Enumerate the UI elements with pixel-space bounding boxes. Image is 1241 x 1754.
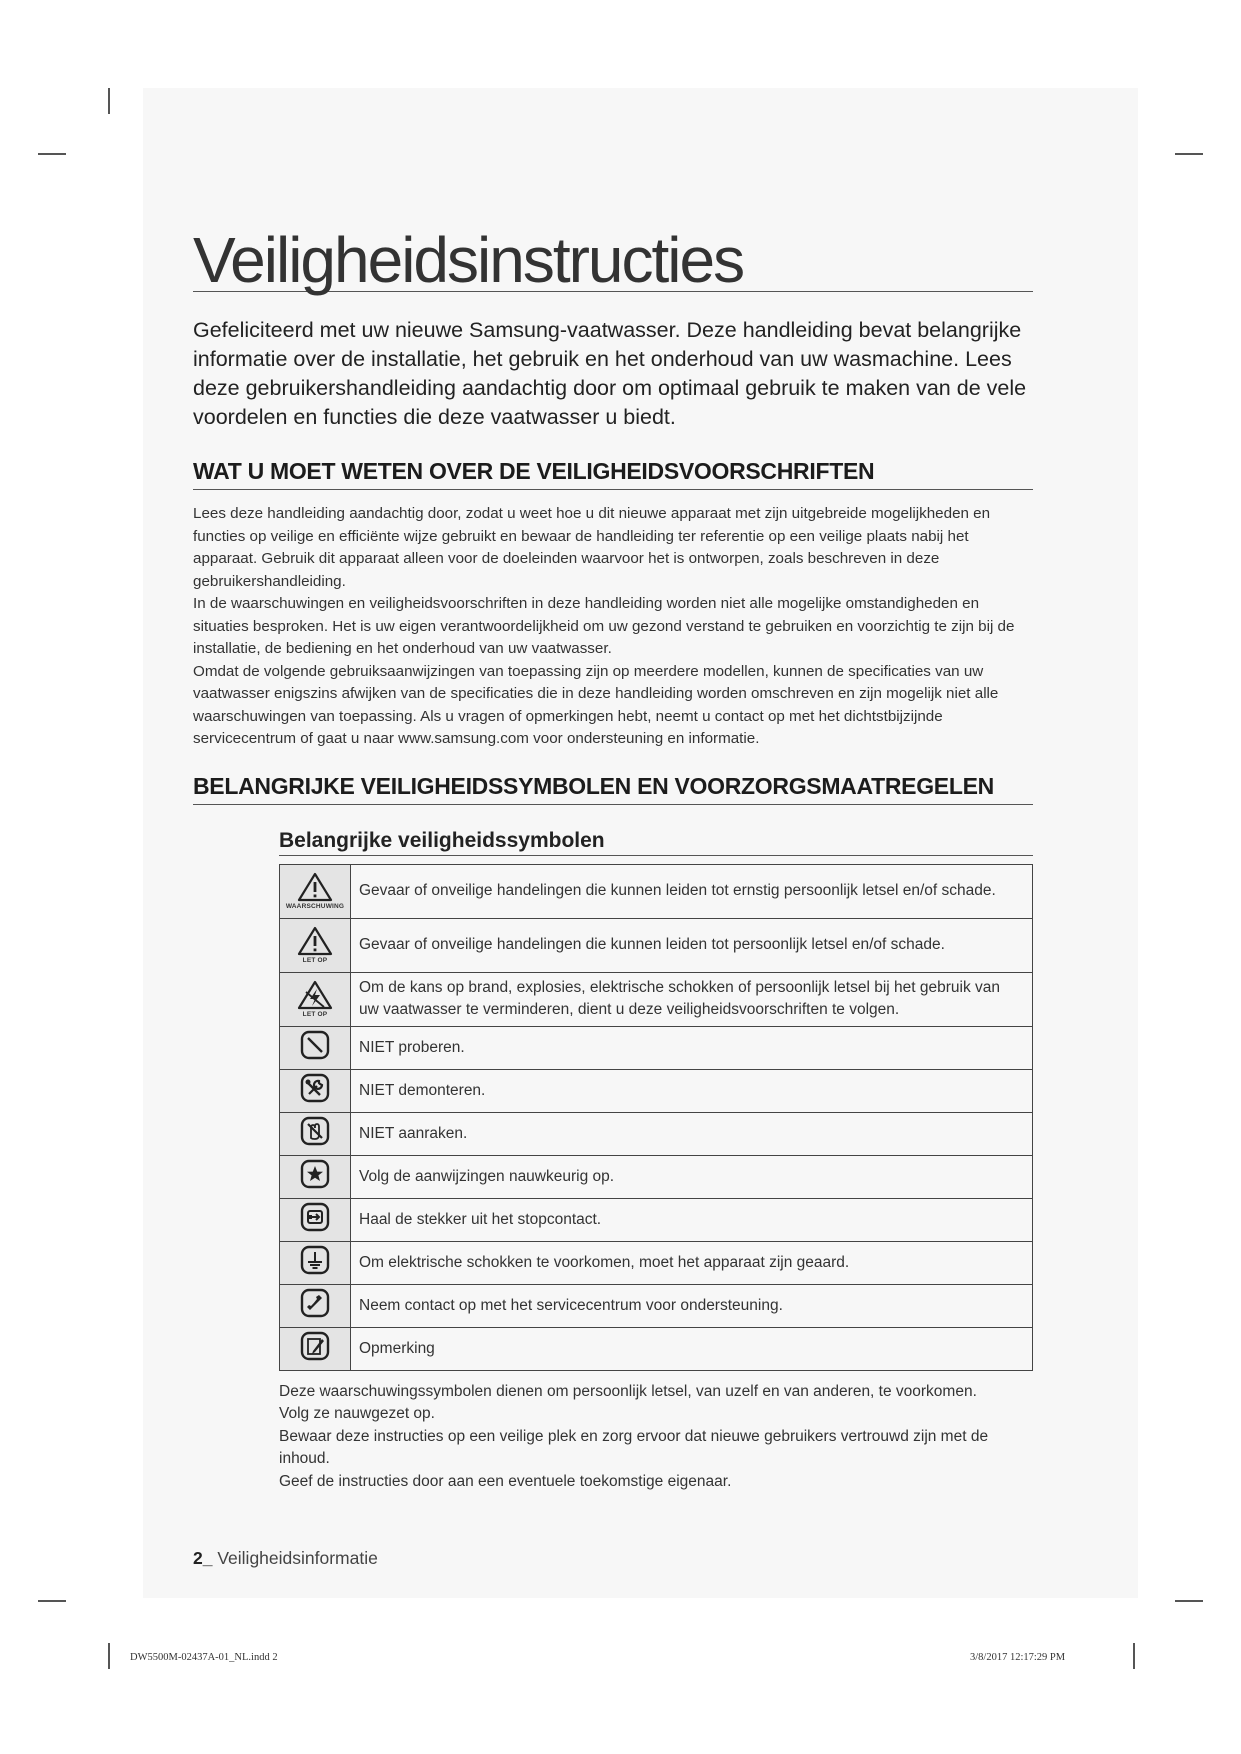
icon-cell bbox=[280, 1069, 351, 1112]
intro-paragraph: Gefeliciteerd met uw nieuwe Samsung-vaatwasser. Deze handleiding bevat belangrijke informatie over de installatie, het gebruik en het onderhoud van uw wasmachine. Lees deze gebruikershandleiding aandachtig door om optimaal gebruik te maken van de vele voordelen en functies die deze vaatwasser u biedt. bbox=[193, 318, 1027, 429]
icon-cell bbox=[280, 1026, 351, 1069]
symbol-description: NIET demonteren. bbox=[351, 1069, 1033, 1112]
table-row bbox=[280, 918, 1033, 972]
symbol-description: NIET aanraken. bbox=[351, 1112, 1033, 1155]
section-heading-symbols: BELANGRIJKE VEILIGHEIDSSYMBOLEN EN VOORZORGSMAATREGELEN bbox=[193, 773, 1033, 805]
symbol-description: Gevaar of onveilige handelingen die kunnen leiden tot ernstig persoonlijk letsel en/of schade. bbox=[351, 864, 1033, 918]
crop-mark bbox=[1175, 153, 1203, 155]
table-row bbox=[280, 1112, 1033, 1155]
body-paragraph: In de waarschuwingen en veiligheidsvoorschriften in deze handleiding worden niet alle mogelijke omstandigheden en situaties besproken. Het is uw eigen verantwoordelijkheid om uw gezond verstand te gebruiken en voorzichtig te zijn bij de installatie, de bediening en het onderhoud van uw vaatwasser. bbox=[193, 595, 1015, 657]
crop-mark bbox=[1133, 1643, 1135, 1669]
footnote-line: Geef de instructies door aan een eventuele toekomstige eigenaar. bbox=[279, 1472, 732, 1490]
no-disassembly-icon bbox=[300, 1073, 330, 1103]
table-row bbox=[280, 864, 1033, 918]
table-row bbox=[280, 1069, 1033, 1112]
icon-cell bbox=[280, 1327, 351, 1370]
icon-cell bbox=[280, 1198, 351, 1241]
icon-cell bbox=[280, 1284, 351, 1327]
icon-label: LET OP bbox=[302, 957, 328, 964]
table-row bbox=[280, 1155, 1033, 1198]
symbol-description: Om de kans op brand, explosies, elektrische schokken of persoonlijk letsel bij het gebruik van uw vaatwasser te verminderen, dient u deze veiligheidsvoorschriften te volgen. bbox=[351, 972, 1033, 1026]
crop-mark bbox=[38, 1600, 66, 1602]
crop-mark bbox=[38, 153, 66, 155]
prohibited-icon bbox=[300, 1030, 330, 1060]
note-pencil-icon bbox=[300, 1331, 330, 1361]
table-row bbox=[280, 1284, 1033, 1327]
table-row bbox=[280, 1327, 1033, 1370]
symbol-description: Gevaar of onveilige handelingen die kunnen leiden tot persoonlijk letsel en/of schade. bbox=[351, 918, 1033, 972]
print-slug-datetime: 3/8/2017 12:17:29 PM bbox=[970, 1652, 1066, 1663]
icon-label: WAARSCHUWING bbox=[285, 903, 345, 910]
icon-cell bbox=[280, 1155, 351, 1198]
page-title: Veiligheidsinstructies bbox=[193, 225, 1033, 292]
symbols-subsection bbox=[279, 829, 1033, 1494]
symbol-description: NIET proberen. bbox=[351, 1026, 1033, 1069]
electric-shock-triangle-icon bbox=[297, 980, 333, 1010]
body-paragraph: Lees deze handleiding aandachtig door, zodat u weet hoe u dit nieuwe apparaat met zijn uitgebreide mogelijkheden en functies op veilige en efficiënte wijze gebruikt en bewaar de handleiding ter referentie op een veilige plaats nabij het apparaat. Gebruik dit apparaat alleen voor de doeleinden waarvoor het is ontworpen, zoals beschreven in deze gebruikershandleiding. bbox=[193, 505, 991, 590]
warning-triangle-icon bbox=[297, 872, 333, 902]
crop-mark bbox=[108, 88, 110, 114]
page-content bbox=[193, 225, 1033, 1493]
symbol-description: Opmerking bbox=[351, 1327, 1033, 1370]
page-number: 2 bbox=[193, 1548, 203, 1568]
icon-cell bbox=[280, 864, 351, 918]
ground-icon bbox=[300, 1245, 330, 1275]
page-footer bbox=[193, 1548, 378, 1569]
icon-cell bbox=[280, 972, 351, 1026]
symbol-description: Om elektrische schokken te voorkomen, moet het apparaat zijn geaard. bbox=[351, 1241, 1033, 1284]
crop-mark bbox=[1175, 1600, 1203, 1602]
icon-cell bbox=[280, 1241, 351, 1284]
symbol-description: Neem contact op met het servicecentrum voor ondersteuning. bbox=[351, 1284, 1033, 1327]
page-number-separator: _ bbox=[202, 1548, 213, 1568]
footnote-line: Bewaar deze instructies op een veilige plek en zorg ervoor dat nieuwe gebruikers vertrouwd zijn met de inhoud. bbox=[279, 1427, 989, 1467]
print-slug-file: DW5500M-02437A-01_NL.indd 2 bbox=[130, 1652, 278, 1663]
symbols-table bbox=[279, 864, 1033, 1371]
icon-label: LET OP bbox=[302, 1011, 328, 1018]
table-row bbox=[280, 972, 1033, 1026]
follow-instructions-star-icon bbox=[300, 1159, 330, 1189]
symbol-description: Volg de aanwijzingen nauwkeurig op. bbox=[351, 1155, 1033, 1198]
body-paragraph: Omdat de volgende gebruiksaanwijzingen van toepassing zijn op meerdere modellen, kunnen de specificaties van uw vaatwasser enigszins afwijken van de specificaties die in deze handleiding worden omschreven en zijn mogelijk niet alle waarschuwingen van toepassing. Als u vragen of opmerkingen hebt, neemt u contact op met het dichtstbijzijnde servicecentrum of gaat u naar www.samsung.com voor ondersteuning en informatie. bbox=[193, 662, 999, 747]
no-touch-icon bbox=[300, 1116, 330, 1146]
footer-section-name: Veiligheidsinformatie bbox=[217, 1548, 378, 1568]
table-row bbox=[280, 1241, 1033, 1284]
footnote-line: Deze waarschuwingssymbolen dienen om persoonlijk letsel, van uzelf en van anderen, te voorkomen. bbox=[279, 1382, 977, 1400]
symbol-description: Haal de stekker uit het stopcontact. bbox=[351, 1198, 1033, 1241]
table-row bbox=[280, 1026, 1033, 1069]
phone-icon bbox=[300, 1288, 330, 1318]
unplug-icon bbox=[300, 1202, 330, 1232]
icon-cell bbox=[280, 918, 351, 972]
icon-cell bbox=[280, 1112, 351, 1155]
table-row bbox=[280, 1198, 1033, 1241]
crop-mark bbox=[108, 1643, 110, 1669]
section-heading-safety-rules: WAT U MOET WETEN OVER DE VEILIGHEIDSVOORSCHRIFTEN bbox=[193, 458, 1033, 490]
section-body bbox=[193, 503, 1033, 751]
subsection-heading: Belangrijke veiligheidssymbolen bbox=[279, 829, 1033, 856]
symbols-footnotes bbox=[279, 1381, 1033, 1494]
footnote-line: Volg ze nauwgezet op. bbox=[279, 1405, 435, 1422]
caution-triangle-icon bbox=[297, 926, 333, 956]
